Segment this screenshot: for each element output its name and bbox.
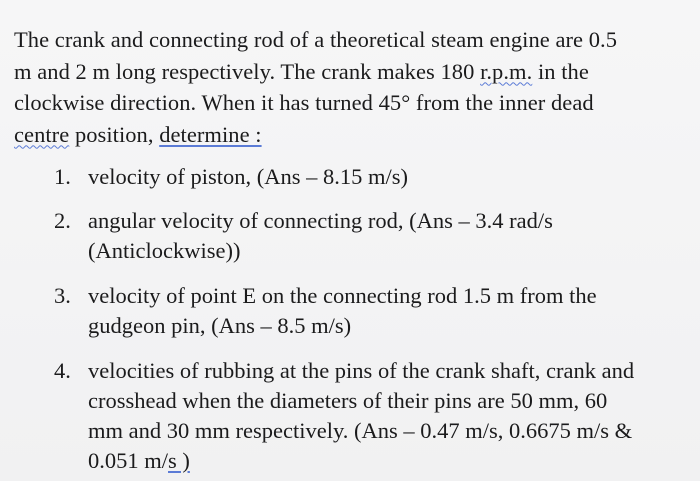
problem-line-2b: in the [532,58,589,84]
list-item-number: 1. [54,164,71,189]
list-item-text: gudgeon pin, (Ans – 8.5 m/s) [88,313,352,338]
centre-term: centre [14,121,70,147]
problem-line-3: clockwise direction. When it has turned 45° from the inner dead [14,90,594,115]
answer-underline: s ) [168,448,190,473]
list-item [14,162,674,192]
question-list [14,162,674,476]
rpm-term: r.p.m. [480,58,533,84]
list-item-text: velocity of point E on the connecting rod 1.5 m from the [88,283,597,308]
list-item-number: 2. [54,208,71,233]
list-item-text: 0.051 m/ [88,448,169,473]
problem-line-1: The crank and connecting rod of a theoretical steam engine are 0.5 [14,27,618,52]
list-item [14,206,674,266]
list-item-text: angular velocity of connecting rod, (Ans – 3.4 rad/s [88,208,553,233]
problem-line-2a: m and 2 m long respectively. The crank makes 180 [14,58,481,84]
list-item-number: 3. [54,283,71,308]
list-item-text: velocity of piston, (Ans – 8.15 m/s) [88,164,408,189]
list-item [14,356,674,476]
list-item-text: (Anticlockwise)) [88,238,241,263]
problem-line-4: position, [69,121,160,147]
problem-statement [14,24,674,150]
list-item-text: velocities of rubbing at the pins of the crank shaft, crank and [88,358,635,383]
list-item-text: mm and 30 mm respectively. (Ans – 0.47 m/s, 0.6675 m/s & [88,418,633,443]
determine-term: determine : [159,121,262,147]
list-item-text: crosshead when the diameters of their pins are 50 mm, 60 [88,388,608,413]
list-item-number: 4. [54,358,71,383]
list-item [14,281,674,341]
